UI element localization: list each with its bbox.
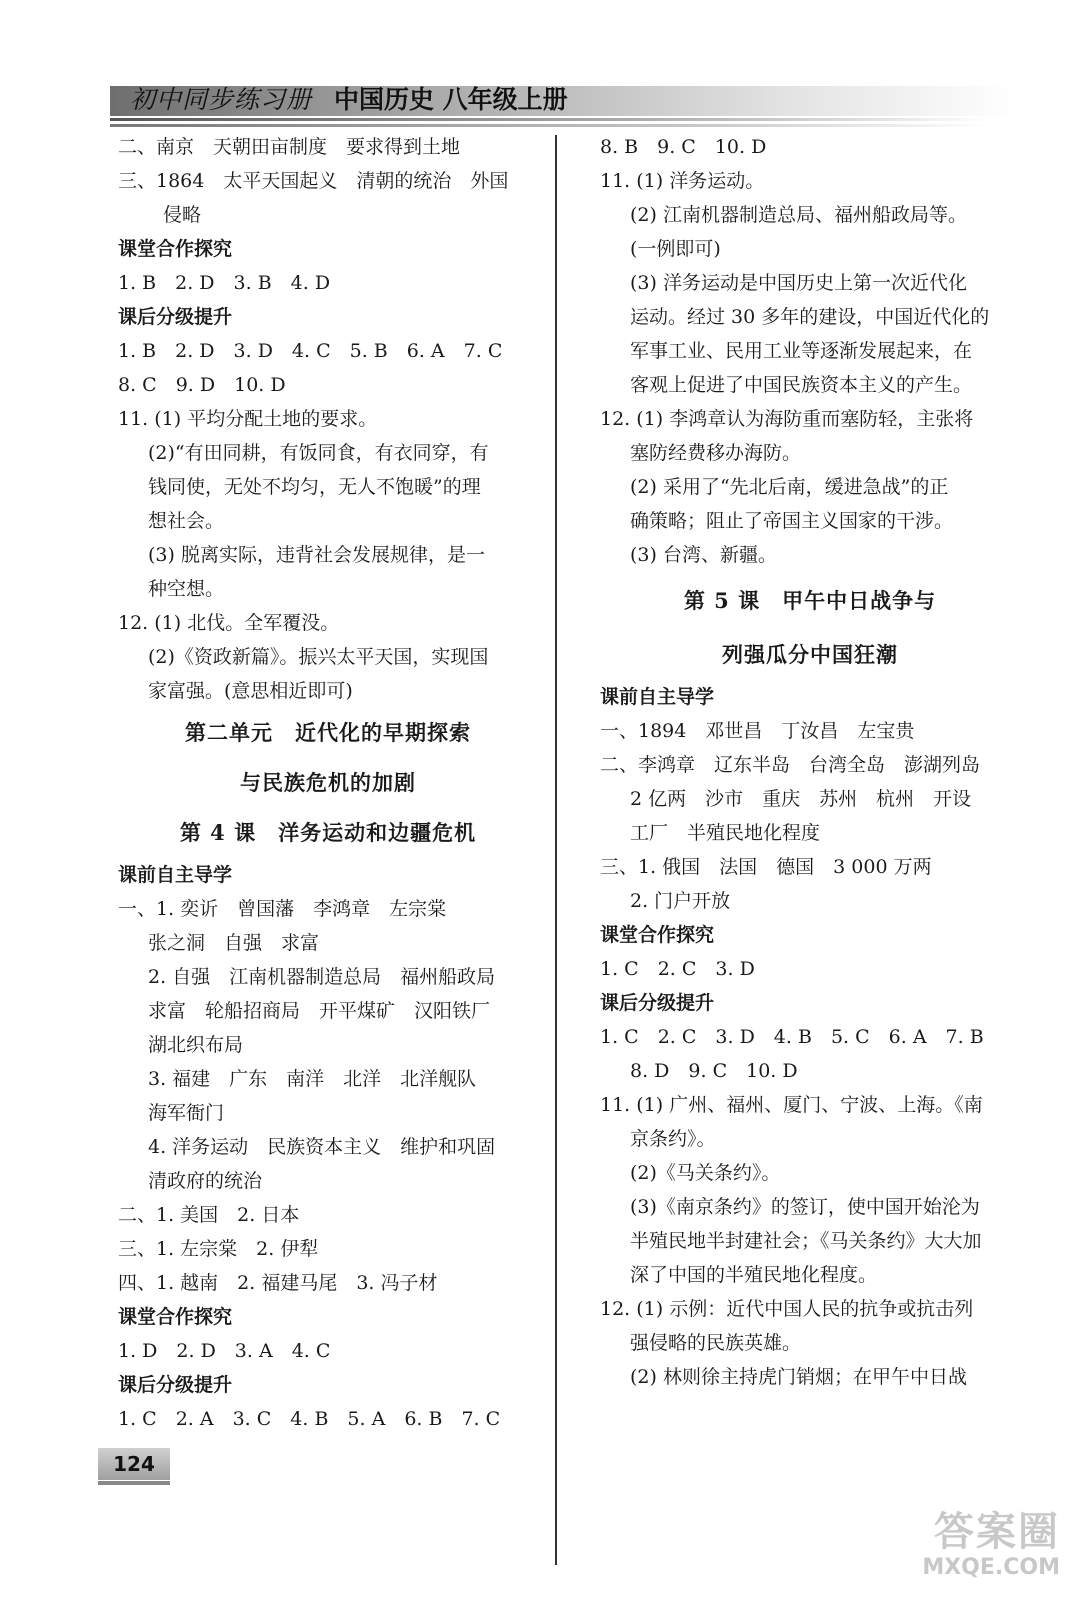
- answer-line: 2 亿两 沙市 重庆 苏州 杭州 开设: [630, 788, 972, 810]
- answer-line: 工厂 半殖民地化程度: [630, 822, 821, 844]
- answer-line: 军事工业、民用工业等逐渐发展起来，在: [630, 340, 973, 362]
- answer-line: 2. 自强 江南机器制造总局 福州船政局: [148, 966, 496, 988]
- answer-line: 二、李鸿章 辽东半岛 台湾全岛 澎湖列岛: [600, 754, 981, 776]
- answer-line: 三、1. 左宗棠 2. 伊犁: [118, 1238, 319, 1260]
- answer-line: (一例即可): [630, 238, 721, 260]
- section-heading: 课后分级提升: [118, 306, 233, 328]
- answer-line: 种空想。: [148, 578, 225, 600]
- answer-line: 三、1864 太平天国起义 清朝的统治 外国: [118, 170, 509, 192]
- section-heading: 课后分级提升: [600, 992, 715, 1014]
- answer-line: 二、南京 天朝田亩制度 要求得到土地: [118, 136, 461, 158]
- section-heading: 课后分级提升: [118, 1374, 233, 1396]
- right-column: [600, 130, 1020, 1394]
- series-name: 初中同步练习册: [130, 85, 313, 114]
- answer-line: (2)《资政新篇》。振兴太平天国，实现国: [148, 646, 489, 668]
- answer-line: 二、1. 美国 2. 日本: [118, 1204, 300, 1226]
- answer-line: 四、1. 越南 2. 福建马尾 3. 冯子材: [118, 1272, 438, 1294]
- answer-line: 4. 洋务运动 民族资本主义 维护和巩固: [148, 1136, 496, 1158]
- section-heading: 课前自主导学: [118, 864, 233, 886]
- section-heading: 课堂合作探究: [118, 238, 233, 260]
- answer-line: (3) 台湾、新疆。: [630, 544, 777, 566]
- answer-line: 1. C 2. A 3. C 4. B 5. A 6. B 7. C: [118, 1408, 501, 1430]
- section-heading: 课堂合作探究: [118, 1306, 233, 1328]
- answer-line: 求富 轮船招商局 开平煤矿 汉阳铁厂: [148, 1000, 491, 1022]
- answer-line: (2)“有田同耕，有饭同食，有衣同穿，有: [148, 442, 489, 464]
- answer-line: (2) 采用了“先北后南，缓进急战”的正: [630, 476, 949, 498]
- answer-line: 半殖民地半封建社会；《马关条约》大大加: [630, 1230, 982, 1252]
- lesson-title: 与民族危机的加剧: [240, 770, 416, 795]
- answer-line: 12. (1) 北伐。全军覆没。: [118, 612, 340, 634]
- answer-line: 12. (1) 示例：近代中国人民的抗争或抗击列: [600, 1298, 974, 1320]
- header-rule-secondary: [110, 124, 990, 127]
- header-rule: [110, 118, 990, 121]
- answer-line: 1. C 2. C 3. D: [600, 958, 755, 980]
- answer-line: 12. (1) 李鸿章认为海防重而塞防轻，主张将: [600, 408, 974, 430]
- answer-line: 深了中国的半殖民地化程度。: [630, 1264, 878, 1286]
- answer-line: 想社会。: [148, 510, 225, 532]
- answer-line: (2) 江南机器制造总局、福州船政局等。: [630, 204, 967, 226]
- header-title: [130, 80, 568, 116]
- answer-line: (3)《南京条约》的签订，使中国开始沦为: [630, 1196, 980, 1218]
- answer-line: 11. (1) 平均分配土地的要求。: [118, 408, 378, 430]
- answer-line: 张之洞 自强 求富: [148, 932, 320, 954]
- answer-line: 2. 门户开放: [630, 890, 731, 912]
- answer-line: 一、1. 奕䜣 曾国藩 李鸿章 左宗棠: [118, 898, 447, 920]
- answer-line: 11. (1) 广州、福州、厦门、宁波、上海。《南: [600, 1094, 983, 1116]
- answer-line: 塞防经费移办海防。: [630, 442, 802, 464]
- lesson-title: 列强瓜分中国狂潮: [722, 642, 898, 667]
- answer-line: 湖北织布局: [148, 1034, 244, 1056]
- watermark: [880, 1510, 1060, 1590]
- answer-line: 1. B 2. D 3. D 4. C 5. B 6. A 7. C: [118, 340, 503, 362]
- answer-line: 8. D 9. C 10. D: [630, 1060, 798, 1082]
- answer-line: 1. B 2. D 3. B 4. D: [118, 272, 331, 294]
- answer-line: (3) 洋务运动是中国历史上第一次近代化: [630, 272, 967, 294]
- answer-line: 11. (1) 洋务运动。: [600, 170, 765, 192]
- page-number-underline: [98, 1481, 170, 1485]
- answer-line: 1. C 2. C 3. D 4. B 5. C 6. A 7. B: [600, 1026, 984, 1048]
- answer-line: 3. 福建 广东 南洋 北洋 北洋舰队: [148, 1068, 477, 1090]
- lesson-title: 第 4 课 洋务运动和边疆危机: [179, 820, 477, 845]
- answer-line: 一、1894 邓世昌 丁汝昌 左宝贵: [600, 720, 915, 742]
- section-heading: 课前自主导学: [600, 686, 715, 708]
- left-column: [118, 130, 538, 1436]
- answer-line: 运动。经过 30 多年的建设，中国近代化的: [630, 306, 990, 328]
- column-divider: [555, 135, 557, 1565]
- answer-line: 钱同使，无处不均匀，无人不饱暖”的理: [148, 476, 481, 498]
- section-heading: 课堂合作探究: [600, 924, 715, 946]
- answer-line: (3) 脱离实际，违背社会发展规律，是一: [148, 544, 485, 566]
- page-header: [0, 0, 1080, 130]
- answer-line: (2)《马关条约》。: [630, 1162, 781, 1184]
- answer-line: 1. D 2. D 3. A 4. C: [118, 1340, 331, 1362]
- page-number: 124: [98, 1448, 170, 1480]
- answer-line: 家富强。(意思相近即可): [148, 680, 353, 702]
- answer-line: 侵略: [163, 204, 202, 226]
- watermark-url: MXQE.COM: [922, 1555, 1060, 1580]
- answer-line: 三、1. 俄国 法国 德国 3 000 万两: [600, 856, 932, 878]
- answer-line: 8. B 9. C 10. D: [600, 136, 767, 158]
- answer-line: 确策略；阻止了帝国主义国家的干涉。: [630, 510, 954, 532]
- answer-line: 海军衙门: [148, 1102, 225, 1124]
- answer-line: (2) 林则徐主持虎门销烟；在甲午中日战: [630, 1366, 967, 1388]
- answer-line: 8. C 9. D 10. D: [118, 374, 286, 396]
- answer-line: 清政府的统治: [148, 1170, 263, 1192]
- answer-line: 强侵略的民族英雄。: [630, 1332, 802, 1354]
- answer-line: 京条约》。: [630, 1128, 716, 1150]
- answer-line: 客观上促进了中国民族资本主义的产生。: [630, 374, 973, 396]
- watermark-logo: 答案圈: [934, 1509, 1060, 1555]
- lesson-title: 第 5 课 甲午中日战争与: [683, 588, 937, 613]
- subject-name: 中国历史 八年级上册: [333, 85, 568, 114]
- lesson-title: 第二单元 近代化的早期探索: [185, 720, 471, 745]
